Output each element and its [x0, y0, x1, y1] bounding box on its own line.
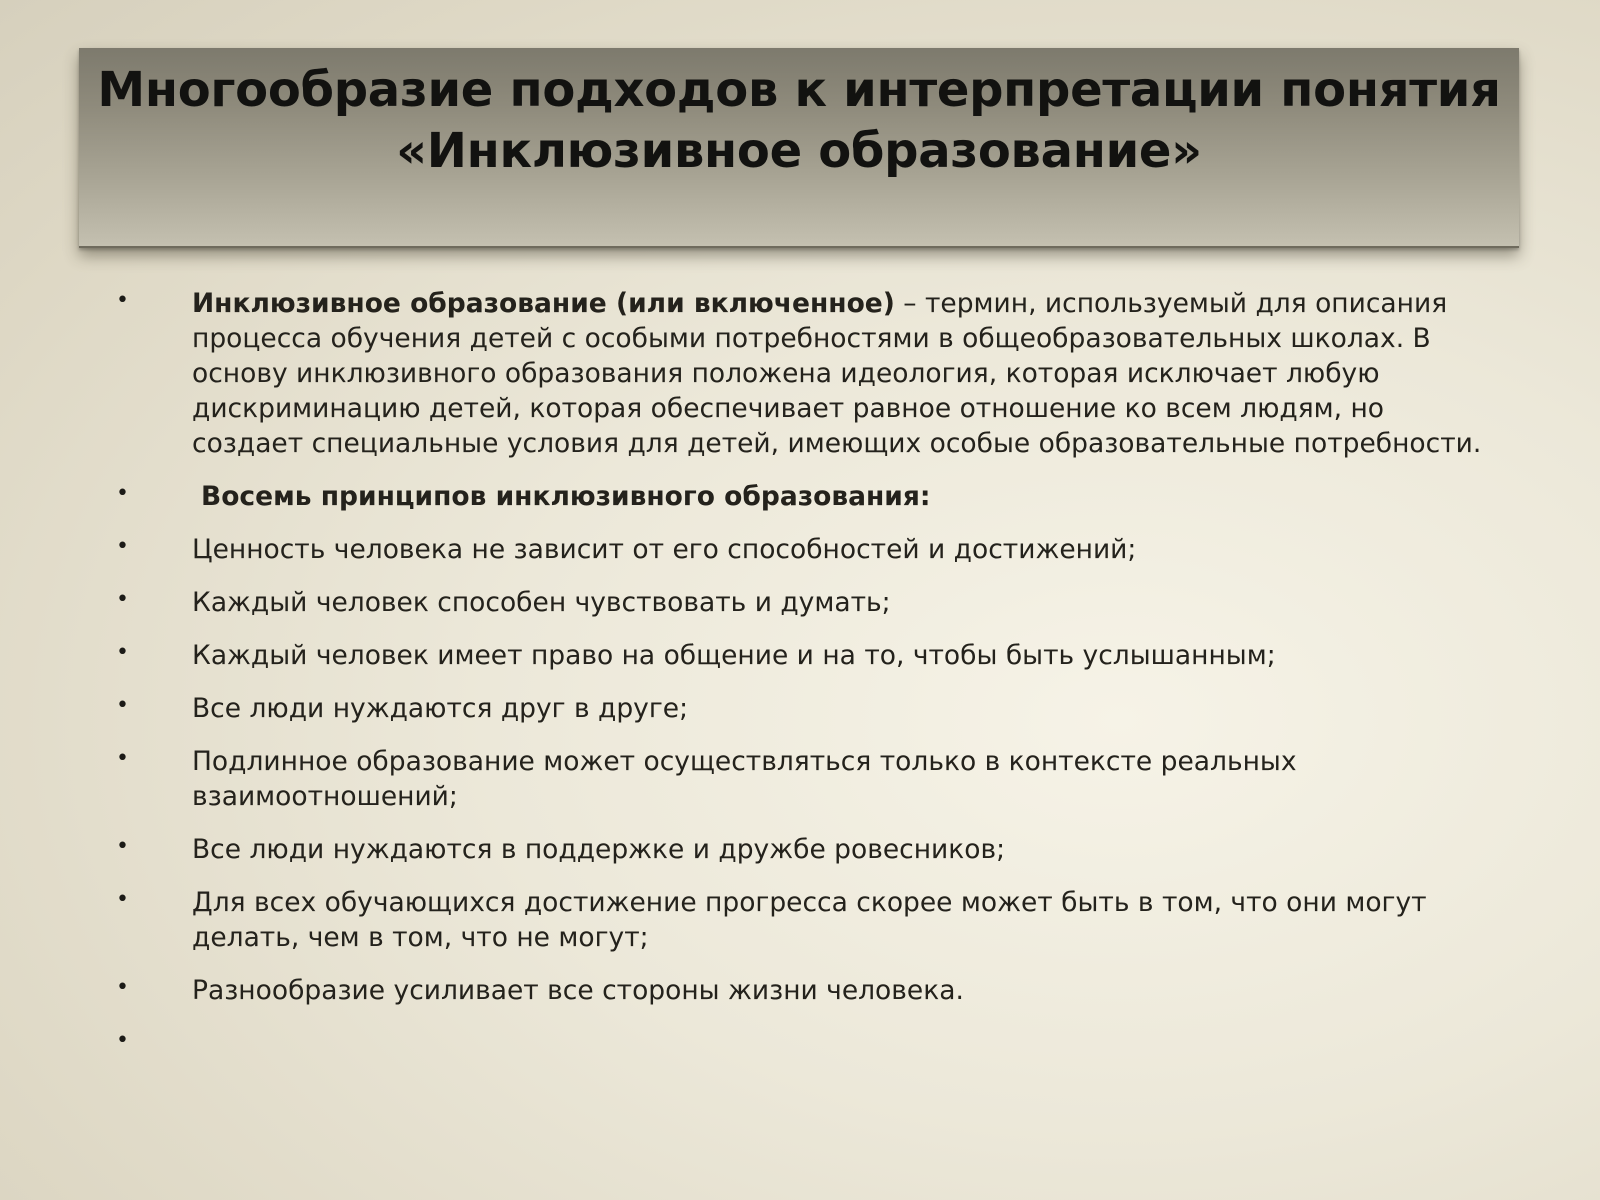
bullet-icon: •	[116, 640, 129, 665]
principle-text: Для всех обучающихся достижение прогресса скорее может быть в том, что они могут делать, чем в том, что не могут;	[192, 887, 1427, 953]
list-item-principle-3	[112, 638, 1502, 673]
principle-text: Каждый человек способен чувствовать и думать;	[192, 587, 891, 618]
list-item-principles-heading	[112, 479, 1502, 514]
bullet-list	[112, 286, 1502, 1079]
list-item-principle-5	[112, 744, 1502, 814]
bullet-icon: •	[116, 975, 129, 1000]
list-item-principle-1	[112, 532, 1502, 567]
bullet-icon: •	[116, 834, 129, 859]
bullet-icon: •	[116, 746, 129, 771]
bullet-icon: •	[116, 587, 129, 612]
bullet-icon: •	[116, 288, 129, 313]
list-item-principle-4	[112, 691, 1502, 726]
principle-text: Ценность человека не зависит от его способностей и достижений;	[192, 534, 1137, 565]
list-item-principle-8	[112, 973, 1502, 1008]
principle-text: Каждый человек имеет право на общение и на то, чтобы быть услышанным;	[192, 640, 1276, 671]
title-banner	[79, 48, 1519, 248]
bullet-icon: •	[116, 693, 129, 718]
slide-title-line-1: Многообразие подходов к интерпретации понятия	[97, 62, 1501, 118]
list-item-principle-2	[112, 585, 1502, 620]
principles-heading: Восемь принципов инклюзивного образования:	[201, 481, 931, 512]
definition-text: – термин, используемый для описания процесса обучения детей с особыми потребностями в общеобразовательных школах. В основу инклюзивного образования положена идеология, которая исключает любую дискриминацию детей, которая обеспечивает равное отношение ко всем людям, но создает специальные условия для детей, имеющих особые образовательные потребности.	[192, 288, 1482, 459]
bullet-icon: •	[116, 534, 129, 559]
definition-term: Инклюзивное образование (или включенное)	[192, 288, 895, 319]
list-item-empty	[112, 1026, 1502, 1061]
slide-title-line-2: «Инклюзивное образование»	[396, 123, 1202, 179]
principle-text: Подлинное образование может осуществляться только в контексте реальных взаимоотношений;	[192, 746, 1297, 812]
list-item-principle-7	[112, 885, 1502, 955]
principle-text: Разнообразие усиливает все стороны жизни человека.	[192, 975, 964, 1006]
bullet-icon: •	[116, 481, 129, 506]
list-item-principle-6	[112, 832, 1502, 867]
bullet-icon: •	[116, 887, 129, 912]
principle-text: Все люди нуждаются в поддержке и дружбе ровесников;	[192, 834, 1006, 865]
principle-text: Все люди нуждаются друг в друге;	[192, 693, 689, 724]
list-item-definition	[112, 286, 1502, 461]
bullet-icon: •	[116, 1028, 129, 1053]
